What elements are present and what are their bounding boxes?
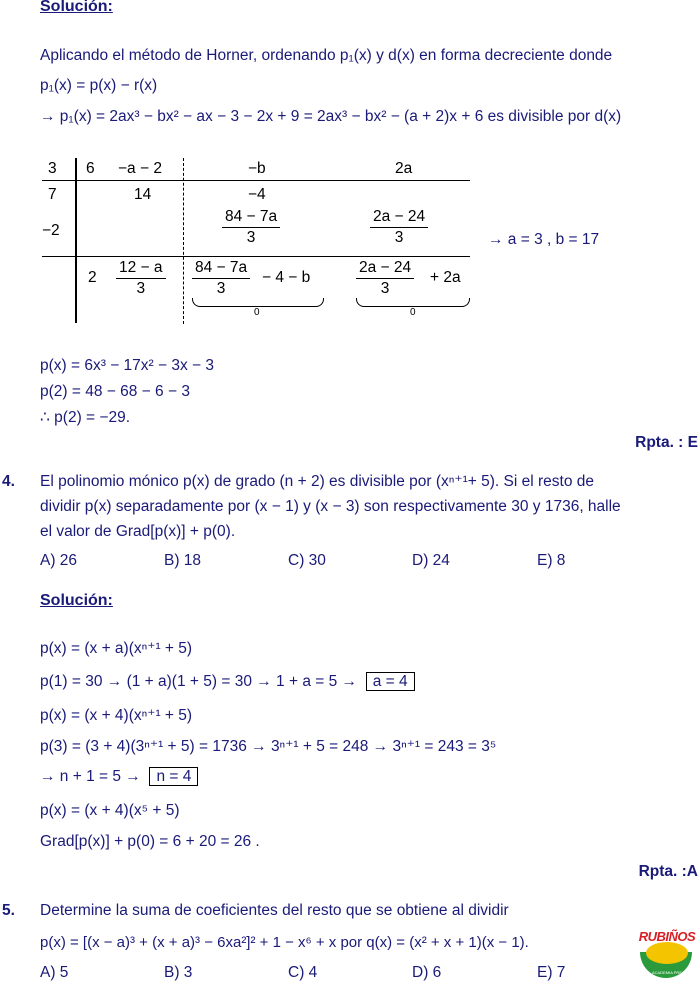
horner-cell: 3 [48, 160, 57, 177]
boxed-result: a = 4 [366, 672, 415, 691]
brace-label: 0 [410, 307, 416, 318]
underbrace [192, 298, 324, 307]
question-text: dividir p(x) separadamente por (x − 1) y (x − 3) son respectivamente 30 y 1736, halle [40, 498, 621, 515]
horner-fraction: $\frac{84 - 7a}{3}$ [192, 258, 250, 299]
equation: p₁(x) = p(x) − r(x) [40, 77, 158, 94]
equation: → p₁(x) = 2ax³ − bx² − ax − 3 − 2x + 9 = 2ax³ − bx² − (a + 2)x + 6 es divisible por d(x) [40, 108, 622, 125]
equation: p(2) = 48 − 68 − 6 − 3 [40, 383, 190, 400]
horner-fraction: $\frac{12 - a}{3}$ [116, 258, 166, 299]
equation: p(3) = (3 + 4)(3ⁿ⁺¹ + 5) = 1736 → 3ⁿ⁺¹ + 5 = 248 → 3ⁿ⁺¹ = 243 = 3⁵ [40, 738, 497, 755]
underbrace [356, 298, 470, 307]
logo-text: RUBIÑOS [638, 929, 696, 944]
horner-cell: −4 [248, 186, 266, 203]
horner-fraction: $\frac{2a - 24}{3}$ [370, 207, 428, 248]
option-a: A) 5 [40, 964, 69, 981]
horner-fraction: $\frac{2a - 24}{3}$ [356, 258, 414, 299]
option-e: E) 8 [537, 552, 566, 569]
horner-cell: 7 [48, 186, 57, 203]
horner-cell: −a − 2 [118, 160, 162, 177]
option-b: B) 3 [164, 964, 193, 981]
option-e: E) 7 [537, 964, 566, 981]
horner-top-line [42, 180, 470, 181]
option-d: D) 24 [412, 552, 450, 569]
horner-cell: − 4 − b [262, 269, 311, 286]
question-text: El polinomio mónico p(x) de grado (n + 2) es divisible por (xⁿ⁺¹+ 5). Si el resto de [40, 473, 594, 490]
option-a: A) 26 [40, 552, 78, 569]
question-text: p(x) = [(x − a)³ + (x + a)³ − 6xa²]² + 1 − x⁶ + x por q(x) = (x² + x + 1)(x − 1). [40, 934, 529, 951]
horner-cell: −b [248, 160, 266, 177]
brace-label: 0 [254, 307, 260, 318]
equation: p(x) = (x + a)(xⁿ⁺¹ + 5) [40, 640, 193, 657]
horner-cell: 2a [395, 160, 413, 177]
answer-label: Rpta. : E [635, 434, 698, 451]
option-c: C) 4 [288, 964, 318, 981]
equation: ∴ p(2) = −29. [40, 409, 130, 426]
equation: p(x) = (x + 4)(x⁵ + 5) [40, 802, 180, 819]
horner-cell: 6 [86, 160, 95, 177]
question-number: 4. [2, 473, 15, 490]
option-c: C) 30 [288, 552, 326, 569]
solution-heading: Solución: [40, 0, 113, 15]
question-text: Determine la suma de coeficientes del resto que se obtiene al dividir [40, 902, 509, 919]
horner-cell: −2 [42, 222, 60, 239]
logo-sun-shape [646, 942, 688, 964]
equation: Grad[p(x)] + p(0) = 6 + 20 = 26 . [40, 833, 260, 850]
horner-dashed-line [183, 158, 184, 324]
option-b: B) 18 [164, 552, 202, 569]
logo-subtext: ACADEMIA PRE [651, 970, 682, 975]
horner-cell: + 2a [430, 269, 461, 286]
equation: → n + 1 = 5 → n = 4 [40, 767, 198, 787]
horner-bottom-line [42, 256, 470, 257]
question-text: el valor de Grad[p(x)] + p(0). [40, 523, 236, 540]
question-number: 5. [2, 902, 15, 919]
answer-label: Rpta. :A [638, 863, 698, 880]
boxed-result: n = 4 [149, 767, 198, 786]
academy-logo [636, 924, 698, 982]
horner-vertical-line [75, 158, 77, 323]
equation: p(x) = 6x³ − 17x² − 3x − 3 [40, 357, 215, 374]
option-d: D) 6 [412, 964, 442, 981]
horner-cell: 2 [88, 269, 97, 286]
horner-fraction: $\frac{84 - 7a}{3}$ [222, 207, 280, 248]
solution-text: Aplicando el método de Horner, ordenando p₁(x) y d(x) en forma decreciente donde [40, 47, 613, 64]
solution-heading: Solución: [40, 592, 113, 609]
equation: p(1) = 30 → (1 + a)(1 + 5) = 30 → 1 + a = 5 → a = 4 [40, 672, 415, 692]
equation: p(x) = (x + 4)(xⁿ⁺¹ + 5) [40, 707, 193, 724]
horner-result: → a = 3 , b = 17 [488, 231, 600, 248]
horner-cell: 14 [134, 186, 152, 203]
